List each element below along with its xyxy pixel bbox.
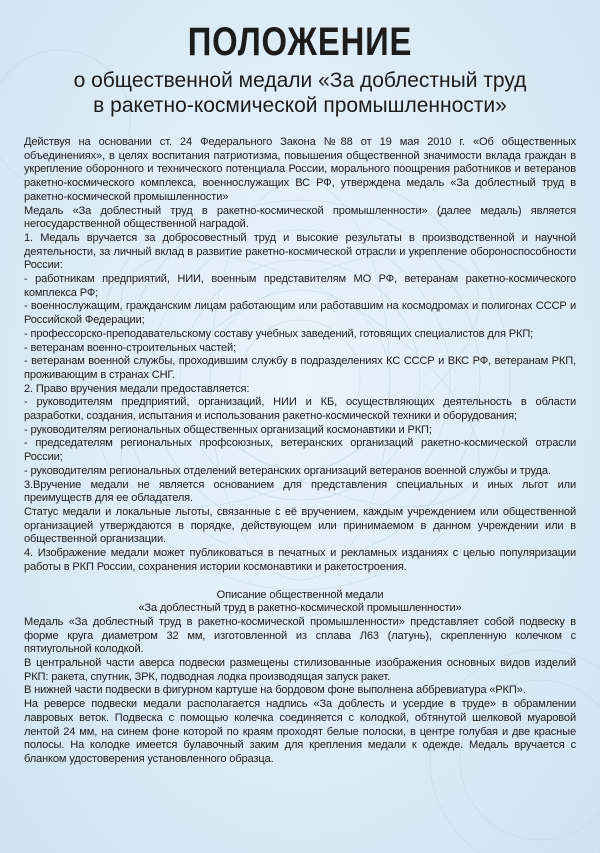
- list-item: - ветеранам военной службы, проходившим службу в подразделениях КС СССР и ВКС РФ, ветеранам РКП, проживающим в странах СНГ.: [24, 355, 576, 381]
- list-item: - ветеранам военно-строительных частей;: [24, 341, 236, 354]
- document-subtitle: [24, 68, 576, 118]
- description-subheading: «За доблестный труд в ракетно-космической промышленности»: [138, 602, 462, 615]
- document-body: [24, 136, 576, 767]
- paragraph: 1. Медаль вручается за добросовестный труд и высокие результаты в производственной и научной деятельности, за личный вклад в развитие ракетно-космической отрасли и укрепление обороноспособности России:: [24, 231, 576, 272]
- description-paragraph: Медаль «За доблестный труд в ракетно-космической промышленности» представляет собой подвеску в форме круга диаметром 32 мм, изготовленной из сплава Л63 (латунь), скрепленную колечком с пятиугольной колодкой.: [24, 615, 576, 656]
- description-paragraph: В нижней части подвески в фигурном картуше на бордовом фоне выполнена аббревиатура «РКП».: [24, 684, 526, 697]
- paragraph: 3.Вручение медали не является основанием для представления специальных и иных льгот или преимуществ для ее обладателя.: [24, 478, 576, 505]
- description-heading: Описание общественной медали: [216, 588, 384, 601]
- subtitle-line-1: о общественной медали «За доблестный труд: [73, 69, 527, 92]
- paragraph: 4. Изображение медали может публиковаться в печатных и рекламных изданиях с целью популяризации работы в РКП России, сохранения истории космонавтики и ракетостроения.: [24, 547, 576, 573]
- paragraph: 2. Право вручения медали предоставляется:: [24, 382, 250, 395]
- list-item: - руководителям региональных отделений ветеранских организаций ветеранов военной службы и труда.: [24, 464, 551, 477]
- list-item: - военнослужащим, гражданским лицам работающим или работавшим на космодромах и полигонах СССР и Российской Федерации;: [24, 300, 576, 327]
- list-item: - руководителям предприятий, организаций, НИИ и КБ, осуществляющих деятельность в области разработки, создания, испытания и использования ракетно-космической техники и оборудования;: [24, 396, 576, 423]
- list-item: - работникам предприятий, НИИ, военным представителям МО РФ, ветеранам ракетно-космического комплекса РФ;: [24, 273, 576, 299]
- list-item: - профессорско-преподавательскому составу учебных заведений, готовящих специалистов для РКП;: [24, 327, 534, 340]
- document-title: ПОЛОЖЕНИЕ: [187, 20, 413, 64]
- section-gap: [24, 575, 576, 589]
- document-page: [24, 20, 576, 767]
- subtitle-line-2: в ракетно-космической промышленности»: [93, 94, 507, 117]
- list-item: - председателям региональных профсоюзных, ветеранских организаций ракетно-космической отрасли России;: [24, 437, 576, 464]
- paragraph: Действуя на основании ст. 24 Федерального Закона №88 от 19 мая 2010 г. «Об общественных объединениях», в целях воспитания патриотизма, повышения общественной значимости вклада граждан в укрепление оборонного и технического потенциала России, морального поощрения работников и ветеранов ракетно-космического комплекса, военнослужащих ВС РФ, утверждена медаль «За доблестный труд в ракетно-космической промышленности»: [24, 136, 576, 203]
- paragraph: Медаль «За доблестный труд в ракетно-космической промышленности» (далее медаль) является негосударственной общественной наградой.: [24, 204, 576, 231]
- description-paragraph: На реверсе подвески медали располагается надпись «За доблесть и усердие в труде» в обрамлении лавровых веток. Подвеска с помощью колечка соединяется с колодкой, обтянутой шелковой муаровой лентой 24 мм, на синем фоне которой по краям проходят белые полоски, в центре голубая и две красные полосы. На колодке имеется булавочный заким для крепления медали к одежде. Медаль вручается с бланком удостоверения установленного образца.: [24, 698, 576, 765]
- description-paragraph: В центральной части аверса подвески размещены стилизованные изображения основных видов изделий РКП: ракета, спутник, ЗРК, подводная лодка производящая запуск ракет.: [24, 657, 576, 683]
- list-item: - руководителям региональных общественных организаций космонавтики и РКП;: [24, 423, 432, 436]
- paragraph: Статус медали и локальные льготы, связанные с её вручением, каждым учреждением или общественной организацией утверждаются в порядке, действующем или принимаемом в данном учреждении или в общественной организации.: [24, 505, 576, 546]
